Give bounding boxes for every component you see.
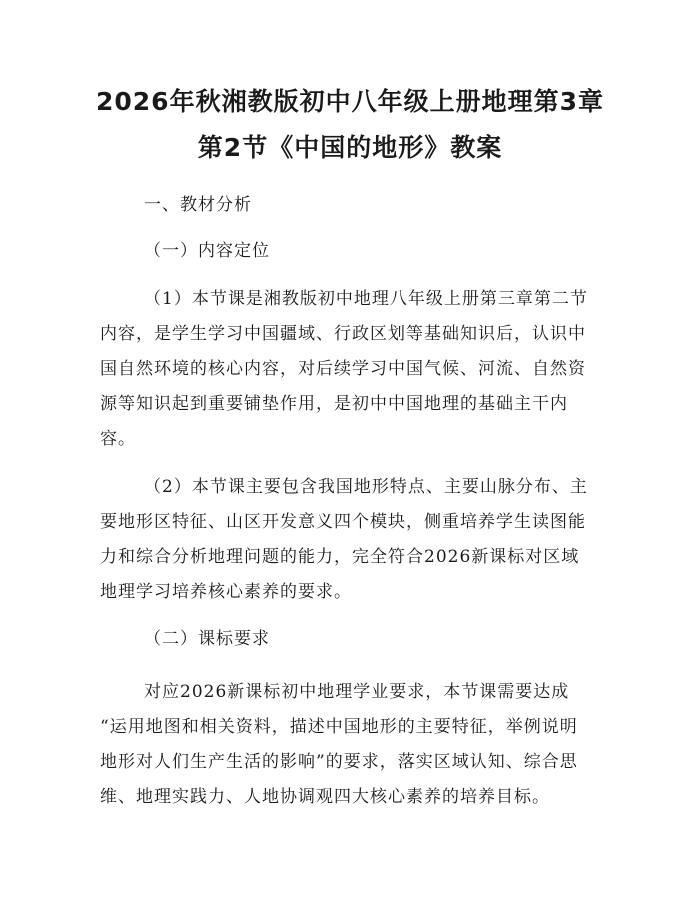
paragraph-line: 国自然环境的核心内容，对后续学习中国气候、河流、自然资: [100, 359, 586, 379]
section-heading-1: 一、教材分析: [144, 195, 252, 215]
subsection-heading-2: （二）课标要求: [144, 629, 270, 649]
paragraph-line: 地形对人们生产生活的影响”的要求，落实区域认知、综合思: [100, 752, 578, 772]
paragraph-line: （2）本节课主要包含我国地形特点、主要山脉分布、主: [144, 477, 588, 497]
paragraph-line: 容。: [100, 429, 136, 449]
subsection-heading-1: （一）内容定位: [144, 241, 270, 261]
paragraph-line: 维、地理实践力、人地协调观四大核心素养的培养目标。: [100, 787, 550, 807]
paragraph-line: 对应2026新课标初中地理学业要求，本节课需要达成: [144, 682, 570, 702]
paragraph-line: 内容，是学生学习中国疆域、行政区划等基础知识后，认识中: [100, 324, 586, 344]
paragraph-3: [100, 675, 600, 815]
paragraph-line: 地理学习培养核心素养的要求。: [100, 582, 352, 602]
paragraph-line: 源等知识起到重要铺垫作用，是初中中国地理的基础主干内: [100, 394, 568, 414]
paragraph-line: “运用地图和相关资料，描述中国地形的主要特征，举例说明: [100, 717, 578, 737]
document-title-line-2: 第2节《中国的地形》教案: [197, 133, 503, 162]
paragraph-line: （1）本节课是湘教版初中地理八年级上册第三章第二节: [144, 289, 588, 309]
paragraph-1: [100, 282, 600, 457]
paragraph-line: 要地形区特征、山区开发意义四个模块，侧重培养学生读图能: [100, 512, 586, 532]
document-title-line-1: 2026年秋湘教版初中八年级上册地理第3章: [96, 87, 604, 116]
paragraph-line: 力和综合分析地理问题的能力，完全符合2026新课标对区域: [100, 547, 580, 567]
paragraph-2: [100, 470, 600, 610]
